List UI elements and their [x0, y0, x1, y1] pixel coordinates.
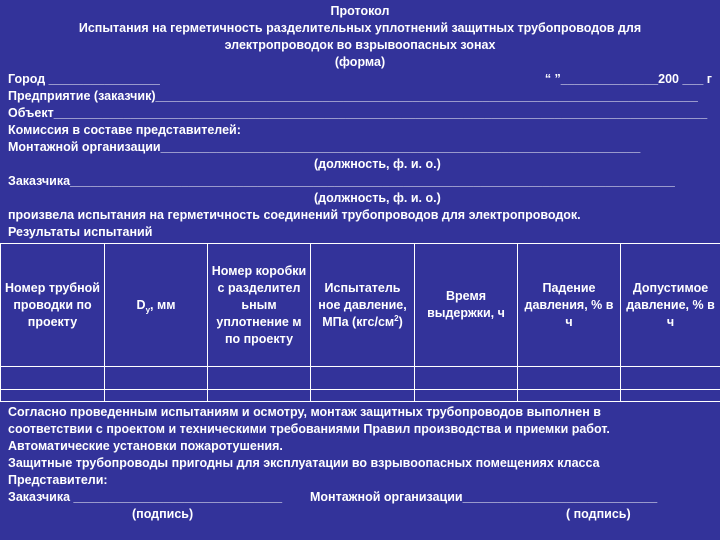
conclusion-line2: соответствии с проектом и техническими требованиями Правил производства и приемки работ.: [8, 422, 610, 436]
document-title: Протокол: [330, 4, 390, 18]
document-subtitle-line1: Испытания на герметичность разделительных уплотнений защитных трубопроводов для: [78, 21, 642, 35]
representatives-label: Представители:: [8, 473, 108, 487]
table-cell: [1, 367, 105, 390]
document-subtitle-line2: электропроводок во взрывоопасных зонах: [224, 38, 496, 52]
installer-signature-line: Монтажной организации____________________________: [310, 490, 658, 504]
performed-statement: произвела испытания на герметичность соединений трубопроводов для электропроводок.: [8, 208, 581, 222]
table-cell: [518, 367, 621, 390]
table-cell: [621, 390, 720, 402]
header-box-number: Номер коробки с разделител ьным уплотнение м по проекту: [208, 244, 311, 367]
customer-field: Заказчика_______________________________________________________________________________________: [8, 174, 675, 188]
table-header-row: [1, 244, 720, 367]
results-label: Результаты испытаний: [8, 225, 153, 239]
table-cell: [1, 390, 105, 402]
table-cell: [105, 367, 208, 390]
header-test-pressure: Испытатель ное давление, МПа $(кгс/см^2)$: [311, 244, 415, 367]
signature-caption-installer: ( подпись): [566, 507, 631, 521]
conclusion-line1: Согласно проведенным испытаниям и осмотру, монтаж защитных трубопроводов выполнен в: [8, 405, 601, 419]
table-cell: [621, 367, 720, 390]
table-cell: [208, 367, 311, 390]
conclusion-line4: Защитные трубопроводы пригодны для эксплуатации во взрывоопасных помещениях класса: [8, 456, 600, 470]
table-cell: [311, 390, 415, 402]
installer-field: Монтажной организации_____________________________________________________________________: [8, 140, 641, 154]
header-pipe-number: Номер трубной проводки по проекту: [1, 244, 105, 367]
results-table: [0, 243, 720, 402]
date-field: “ ”______________200 ___ г: [544, 72, 712, 86]
enterprise-field: Предприятие (заказчик)______________________________________________________________________________: [8, 89, 698, 103]
signature-caption-customer: (подпись): [132, 507, 194, 521]
header-diameter: $D_у$, мм: [105, 244, 208, 367]
table-cell: [311, 367, 415, 390]
table-cell: [105, 390, 208, 402]
table-row: [1, 367, 720, 390]
header-allowed-pressure: Допустимое давление, % в ч: [621, 244, 720, 367]
table-cell: [415, 367, 518, 390]
city-field: Город ________________: [8, 72, 160, 86]
position-note-customer: (должность, ф. и. о.): [314, 191, 441, 205]
table-cell: [208, 390, 311, 402]
table-cell: [415, 390, 518, 402]
form-note: (форма): [334, 55, 386, 69]
commission-label: Комиссия в составе представителей:: [8, 123, 241, 137]
conclusion-line3: Автоматические установки пожаротушения.: [8, 439, 283, 453]
position-note-installer: (должность, ф. и. о.): [314, 157, 441, 171]
table-cell: [518, 390, 621, 402]
header-hold-time: Время выдержки, ч: [415, 244, 518, 367]
customer-signature-line: Заказчика ______________________________: [8, 490, 283, 504]
object-field: Объект______________________________________________________________________________________________: [8, 106, 708, 120]
header-pressure-drop: Падение давления, % в ч: [518, 244, 621, 367]
table-row: [1, 390, 720, 402]
